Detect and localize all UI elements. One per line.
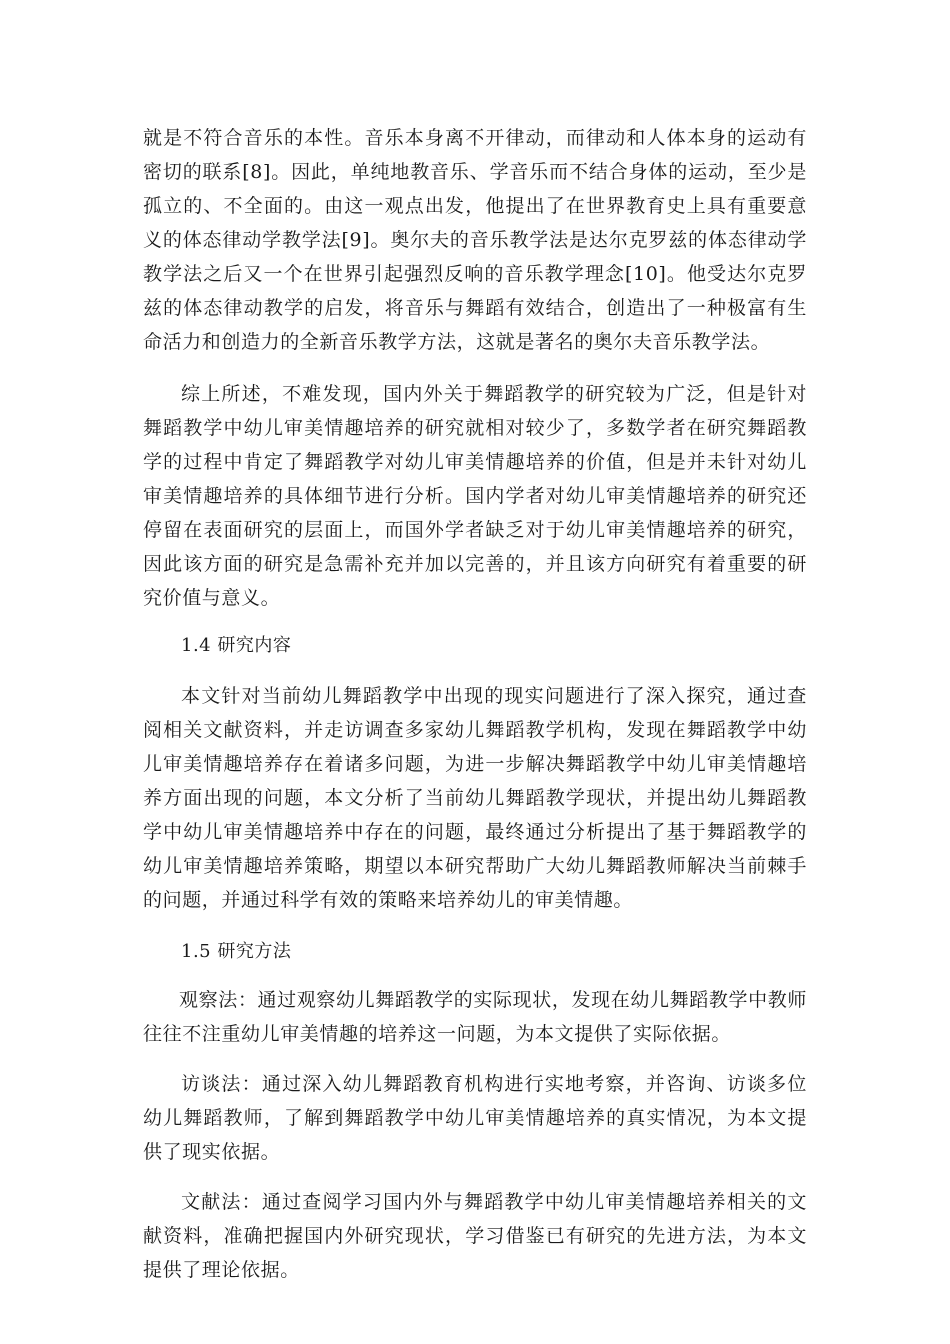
paragraph-summary: 综上所述，不难发现，国内外关于舞蹈教学的研究较为广泛，但是针对舞蹈教学中幼儿审美情趣培养的研究就相对较少了，多数学者在研究舞蹈教学的过程中肯定了舞蹈教学对幼儿审美情趣培养的价值，但是并未针对幼儿审美情趣培养的具体细节进行分析。国内学者对幼儿审美情趣培养的研究还停留在表面研究的层面上，而国外学者缺乏对于幼儿审美情趣培养的研究，因此该方面的研究是急需补充并加以完善的，并且该方向研究有着重要的研究价值与意义。 (143, 383, 807, 609)
document-page (143, 121, 807, 1287)
paragraph-interview-method: 访谈法：通过深入幼儿舞蹈教育机构进行实地考察，并咨询、访谈多位幼儿舞蹈教师，了解到舞蹈教学中幼儿审美情趣培养的真实情况，为本文提供了现实依据。 (143, 1073, 807, 1163)
paragraph-observation-method: 观察法：通过观察幼儿舞蹈教学的实际现状，发现在幼儿舞蹈教学中教师往往不注重幼儿审美情趣的培养这一问题，为本文提供了实际依据。 (143, 989, 807, 1045)
section-heading-research-methods: 1.5 研究方法 (181, 941, 292, 962)
section-heading-research-content: 1.4 研究内容 (181, 635, 292, 656)
paragraph-dalcroze-orff: 就是不符合音乐的本性。音乐本身离不开律动，而律动和人体本身的运动有密切的联系[8]。因此，单纯地教音乐、学音乐而不结合身体的运动，至少是孤立的、不全面的。由这一观点出发，他提出了在世界教育史上具有重要意义的体态律动学教学法[9]。奥尔夫的音乐教学法是达尔克罗兹的体态律动学教学法之后又一个在世界引起强烈反响的音乐教学理念[10]。他受达尔克罗兹的体态律动教学的启发，将音乐与舞蹈有效结合，创造出了一种极富有生命活力和创造力的全新音乐教学方法，这就是著名的奥尔夫音乐教学法。 (143, 127, 807, 353)
paragraph-literature-method: 文献法：通过查阅学习国内外与舞蹈教学中幼儿审美情趣培养相关的文献资料，准确把握国内外研究现状，学习借鉴已有研究的先进方法，为本文提供了理论依据。 (143, 1191, 807, 1281)
paragraph-research-content: 本文针对当前幼儿舞蹈教学中出现的现实问题进行了深入探究，通过查阅相关文献资料，并走访调查多家幼儿舞蹈教学机构，发现在舞蹈教学中幼儿审美情趣培养存在着诸多问题，为进一步解决舞蹈教学中幼儿审美情趣培养方面出现的问题，本文分析了当前幼儿舞蹈教学现状，并提出幼儿舞蹈教学中幼儿审美情趣培养中存在的问题，最终通过分析提出了基于舞蹈教学的幼儿审美情趣培养策略，期望以本研究帮助广大幼儿舞蹈教师解决当前棘手的问题，并通过科学有效的策略来培养幼儿的审美情趣。 (143, 685, 807, 911)
